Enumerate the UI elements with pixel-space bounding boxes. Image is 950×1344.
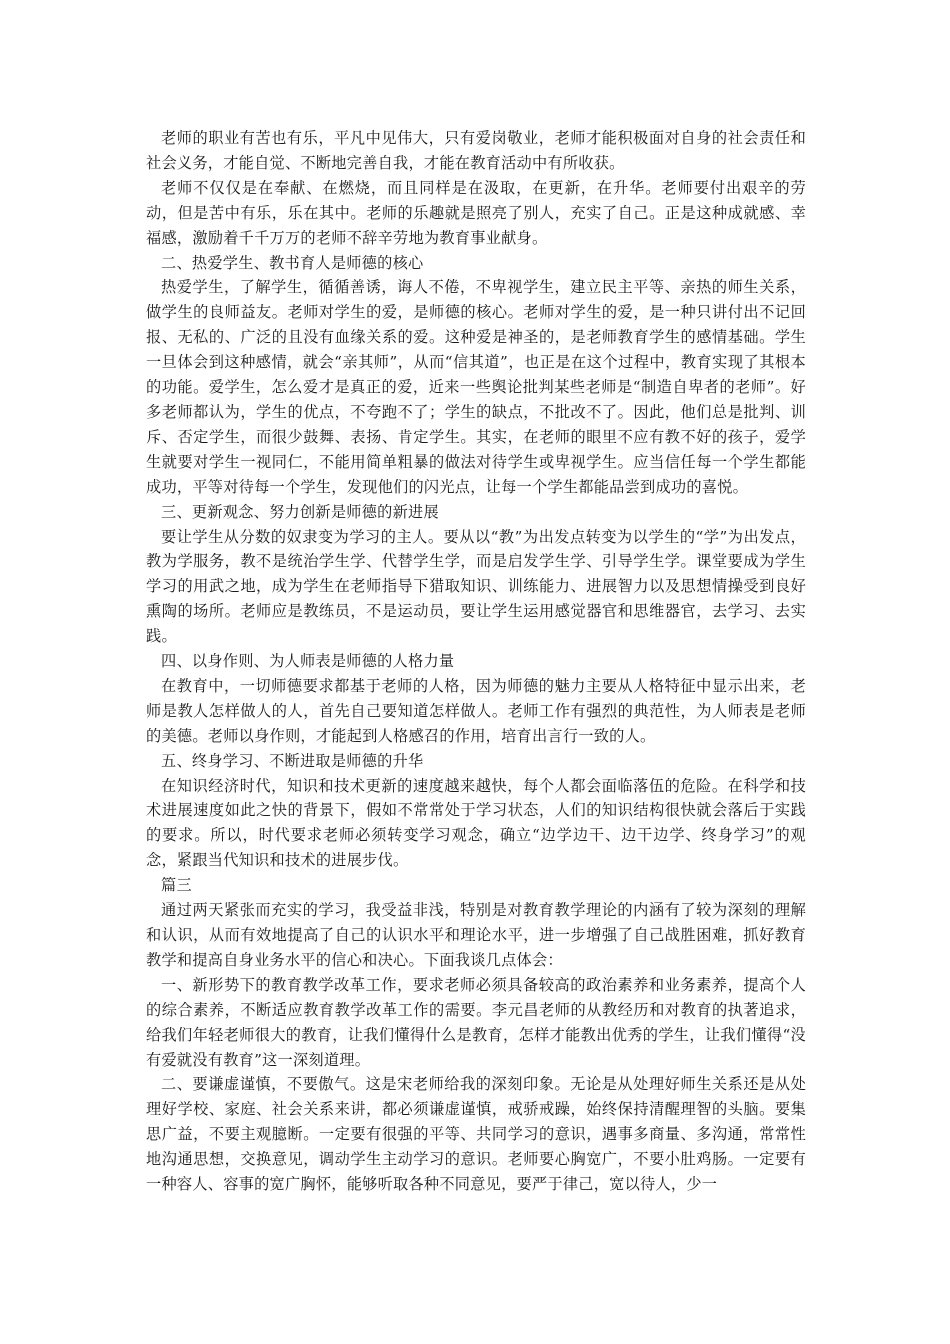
section-heading-5: 五、终身学习、不断进取是师德的升华 — [161, 751, 424, 770]
paragraph-point-1: 一、新形势下的教育教学改革工作，要求老师必须具备较高的政治素养和业务素养，提高个人的综合素养，不断适应教育教学改革工作的需要。李元昌老师的从教经历和对教育的执著追求，给我们年轻老师很大的教育，让我们懂得什么是教育，怎样才能教出优秀的学生，让我们懂得“没有爱就没有教育”这一深刻道理。 — [146, 975, 806, 1069]
paragraph-point-2: 二、要谦虚谨慎，不要傲气。这是宋老师给我的深刻印象。无论是从处理好师生关系还是从处理好学校、家庭、社会关系来讲，都必须谦虚谨慎，戒骄戒躁，始终保持清醒理智的头脑。要集思广益，不要主观臆断。一定要有很强的平等、共同学习的意识，遇事多商量、多沟通，常常性地沟通思想，交换意见，调动学生主动学习的意识。老师要心胸宽广，不要小肚鸡肠。一定要有一种容人、容事的宽广胸怀，能够听取各种不同意见，要严于律己，宽以待人，少一 — [146, 1075, 806, 1194]
paragraph-teacher-joy: 老师的职业有苦也有乐，平凡中见伟大，只有爱岗敬业，老师才能积极面对自身的社会责任和社会义务，才能自觉、不断地完善自我，才能在教育活动中有所收获。 — [146, 129, 806, 172]
paragraph-innovation: 要让学生从分数的奴隶变为学习的主人。要从以“教”为出发点转变为以学生的“学”为出发点，教为学服务，教不是统治学生学、代替学生学，而是启发学生学、引导学生学。课堂要成为学生学习的用武之地，成为学生在老师指导下猎取知识、训练能力、进展智力以及思想情操受到良好熏陶的场所。老师应是教练员，不是运动员，要让学生运用感觉器官和思维器官，去学习、去实践。 — [146, 527, 806, 646]
section-heading-3: 三、更新观念、努力创新是师德的新进展 — [161, 502, 439, 521]
paragraph-teacher-dedication: 老师不仅仅是在奉献、在燃烧，而且同样是在汲取，在更新，在升华。老师要付出艰辛的劳动，但是苦中有乐，乐在其中。老师的乐趣就是照亮了别人，充实了自己。正是这种成就感、幸福感，激励着千千万万的老师不辞辛劳地为教育事业献身。 — [146, 178, 806, 247]
section-heading-2: 二、热爱学生、教书育人是师德的核心 — [161, 253, 424, 272]
paragraph-love-students: 热爱学生，了解学生，循循善诱，诲人不倦，不卑视学生，建立民主平等、亲热的师生关系，做学生的良师益友。老师对学生的爱，是师德的核心。老师对学生的爱，是一种只讲付出不记回报、无私的、广泛的且没有血缘关系的爱。这种爱是神圣的，是老师教育学生的感情基础。学生一旦体会到这种感情，就会“亲其师”，从而“信其道”，也正是在这个过程中，教育实现了其根本的功能。爱学生，怎么爱才是真正的爱，近来一些舆论批判某些老师是“制造自卑者的老师”。好多老师都认为，学生的优点，不夸跑不了；学生的缺点，不批改不了。因此，他们总是批判、训斥、否定学生，而很少鼓舞、表扬、肯定学生。其实，在老师的眼里不应有教不好的孩子，爱学生就要对学生一视同仁，不能用简单粗暴的做法对待学生或卑视学生。应当信任每一个学生都能成功，平等对待每一个学生，发现他们的闪光点，让每一个学生都能品尝到成功的喜悦。 — [146, 278, 806, 496]
document-body — [146, 126, 806, 1197]
paragraph-study-reflection: 通过两天紧张而充实的学习，我受益非浅，特别是对教育教学理论的内涵有了较为深刻的理解和认识，从而有效地提高了自己的认识水平和理论水平，进一步增强了自己战胜困难，抓好教育教学和提高自身业务水平的信心和决心。下面我谈几点体会： — [146, 901, 806, 969]
paragraph-lifelong-learning: 在知识经济时代，知识和技术更新的速度越来越快，每个人都会面临落伍的危险。在科学和技术进展速度如此之快的背景下，假如不常常处于学习状态，人们的知识结构很快就会落后于实践的要求。所以，时代要求老师必须转变学习观念，确立“边学边干、边干边学、终身学习”的观念，紧跟当代知识和技术的进展步伐。 — [146, 776, 806, 870]
section-heading-4: 四、以身作则、为人师表是师德的人格力量 — [161, 652, 455, 671]
part-heading-3: 篇三 — [161, 876, 192, 895]
paragraph-role-model: 在教育中，一切师德要求都基于老师的人格，因为师德的魅力主要从人格特征中显示出来，老师是教人怎样做人的人，首先自己要知道怎样做人。老师工作有强烈的典范性，为人师表是老师的美德。老师以身作则，才能起到人格感召的作用，培育出言行一致的人。 — [146, 676, 806, 745]
